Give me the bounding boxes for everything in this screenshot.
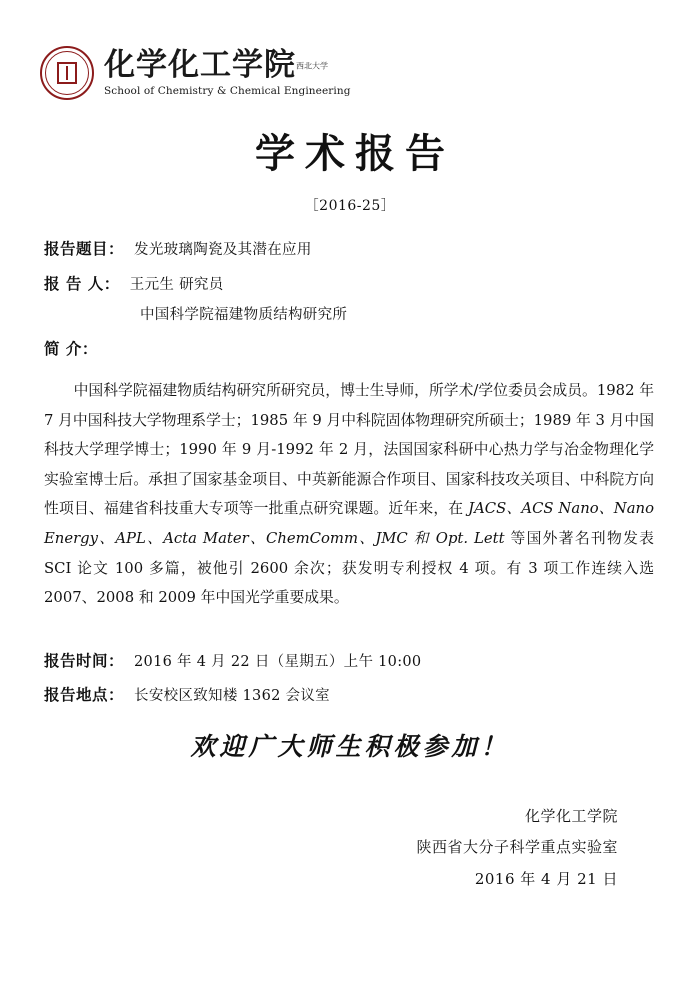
speaker-label: 报 告 人： xyxy=(44,274,120,293)
bio-journal-list: JACS、ACS Nano、Nano Energy、APL、Acta Mater、ChemComm、JMC 和 Opt. Lett xyxy=(44,500,654,547)
topic-value: 发光玻璃陶瓷及其潜在应用 xyxy=(134,242,312,258)
bio-label: 简 介： xyxy=(44,339,98,358)
fields-section xyxy=(0,237,700,359)
topic-row xyxy=(44,237,652,259)
signature-laboratory: 陕西省大分子科学重点实验室 xyxy=(416,838,618,857)
time-value: 2016 年 4 月 22 日（星期五）上午 10:00 xyxy=(134,653,422,670)
letterhead xyxy=(0,0,700,100)
place-value: 长安校区致知楼 1362 会议室 xyxy=(134,687,330,704)
speaker-row xyxy=(44,272,652,294)
place-row xyxy=(44,683,652,705)
speaker-value: 王元生 研究员 xyxy=(129,277,224,293)
university-crest-icon xyxy=(40,46,94,100)
school-name-superscript: 西北大学 xyxy=(296,61,328,71)
signature-block xyxy=(0,801,700,896)
school-name-cn: 化学化工学院 xyxy=(104,46,296,83)
meta-section xyxy=(0,613,700,705)
speaker-affiliation: 中国科学院福建物质结构研究所 xyxy=(140,307,348,323)
bio-text-tail: 等国外著名刊物发表 SCI 论文 100 多篇，被他引 2600 余次；获发明专利授权 4 项。有 3 项工作连续入选 2007、2008 和 2009 年中国光学重要成果。 xyxy=(44,529,654,607)
place-label: 报告地点： xyxy=(44,684,125,704)
document-number: ［2016-25］ xyxy=(304,198,396,214)
bio-text-head: 中国科学院福建物质结构研究所研究员，博士生导师，所学术/学位委员会成员。1982 年 7 月中国科技大学物理系学士；1985 年 9 月中科院固体物理研究所硕士；1989 年 3 月中国科技大学理学博士；1990 年 9 月-1992 年 2 月，法国国家科研中心热力学与冶金物理化学实验室博士后。承担了国家基金项目、中英新能源合作项目、国家科技攻关项目、中科院方向性项目、福建省科技重大专项等一批重点研究课题。近年来，在 xyxy=(44,382,654,518)
time-row xyxy=(44,649,652,671)
bio-row xyxy=(44,337,652,359)
bio-paragraph xyxy=(0,372,700,613)
page-title: 学术报告 xyxy=(255,130,455,177)
school-name-block xyxy=(104,46,351,97)
topic-label: 报告题目： xyxy=(44,239,125,258)
signature-date: 2016 年 4 月 21 日 xyxy=(474,869,618,888)
signature-organization: 化学化工学院 xyxy=(524,806,618,825)
time-label: 报告时间： xyxy=(44,650,125,670)
welcome-message: 欢迎广大师生积极参加！ xyxy=(190,731,510,761)
school-name-en: School of Chemistry & Chemical Engineering xyxy=(104,84,351,97)
